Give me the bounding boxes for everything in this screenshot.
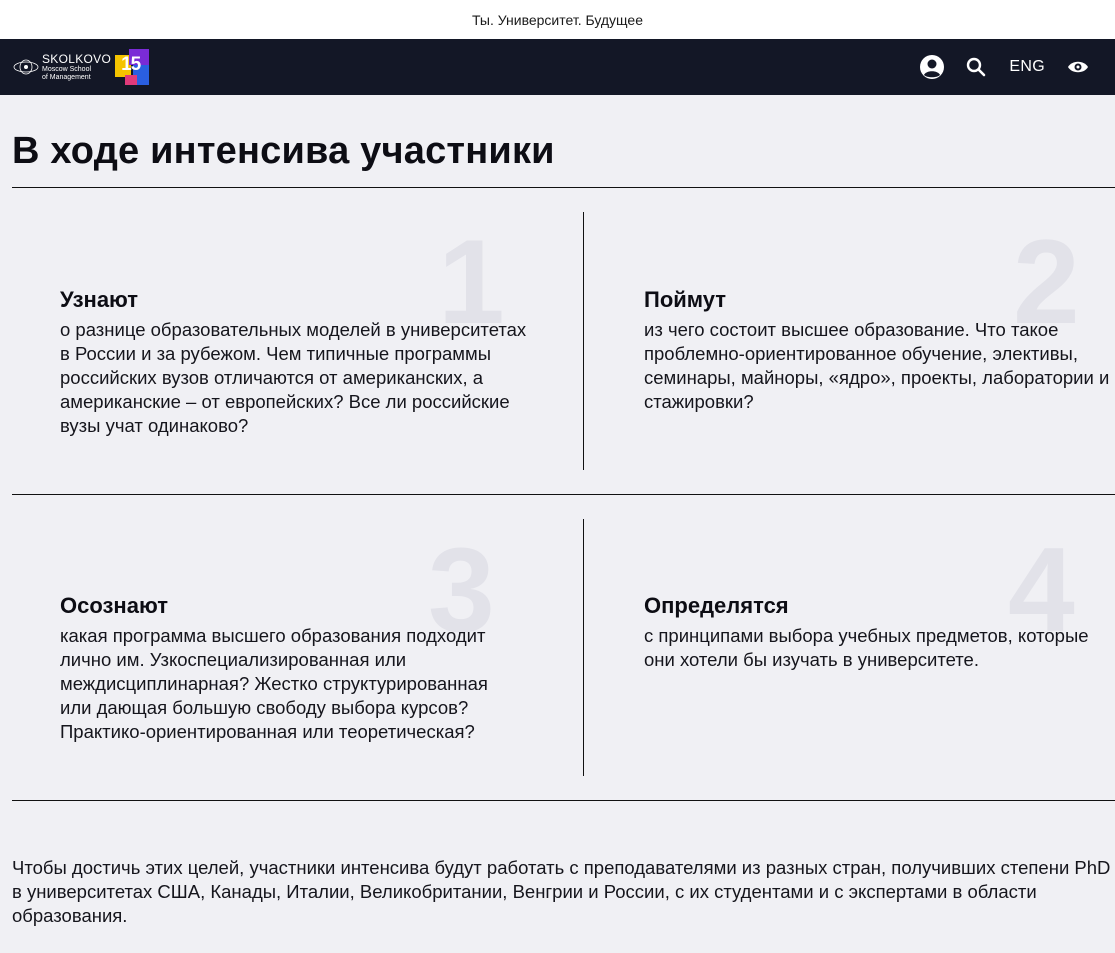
- cell-text: о разнице образовательных моделей в университетах в России и за рубежом. Чем типичные программы российских вузов отличаются от американских, а американские – от европейских? Все ли российские вузы учат одинаково?: [60, 319, 527, 436]
- search-icon[interactable]: [965, 56, 987, 78]
- cell-title: Осознают: [60, 593, 168, 618]
- divider-bottom: [12, 800, 1115, 801]
- tagline: Ты. Университет. Будущее: [471, 11, 643, 28]
- cell-text: какая программа высшего образования подходит лично им. Узкоспециализированная или междисциплинарная? Жестко структурированная или дающая большую свободу выбора курсов? Практико-ориентированная или теоретическая?: [60, 625, 488, 742]
- page-title: В ходе интенсива участники: [12, 130, 555, 172]
- eye-icon[interactable]: [1067, 56, 1089, 78]
- cell-number-watermark: 2: [1013, 215, 1080, 349]
- divider-vertical-1: [583, 212, 584, 470]
- badge-number: 15: [121, 54, 141, 75]
- cell-number-watermark: 4: [1008, 523, 1075, 657]
- cell-text: из чего состоит высшее образование. Что такое проблемно-ориентированное обучение, элективы, семинары, майноры, «ядро», проекты, лаборатории и стажировки?: [644, 319, 1110, 412]
- cell-title: Поймут: [644, 287, 727, 312]
- divider-top: [12, 187, 1115, 188]
- cell-number-watermark: 1: [438, 215, 505, 349]
- cell-number-watermark: 3: [428, 523, 495, 657]
- cell-title: Определятся: [644, 593, 789, 618]
- cell-text: с принципами выбора учебных предметов, которые они хотели бы изучать в университете.: [644, 625, 1089, 670]
- logo-brand: SKOLKOVO: [42, 52, 112, 66]
- top-tagline-bar: [0, 0, 1115, 39]
- logo-subtitle-2: of Management: [42, 74, 91, 81]
- main-navbar: [0, 39, 1115, 95]
- logo-subtitle-1: Moscow School: [42, 66, 92, 73]
- user-icon[interactable]: [919, 54, 945, 80]
- skolkovo-logo[interactable]: [12, 47, 153, 87]
- logo-emblem-icon: [12, 58, 40, 76]
- divider-vertical-2: [583, 519, 584, 776]
- anniversary-badge: [115, 47, 153, 87]
- cell-title: Узнают: [60, 287, 139, 312]
- language-switch[interactable]: ENG: [1009, 58, 1045, 75]
- divider-middle: [12, 494, 1115, 495]
- footer-paragraph: Чтобы достичь этих целей, участники интенсива будут работать с преподавателями из разных стран, получивших степени PhD в университетах США, Канады, Италии, Великобритании, Венгрии и России, с их студентами и с экспертами в области образования.: [12, 857, 1111, 926]
